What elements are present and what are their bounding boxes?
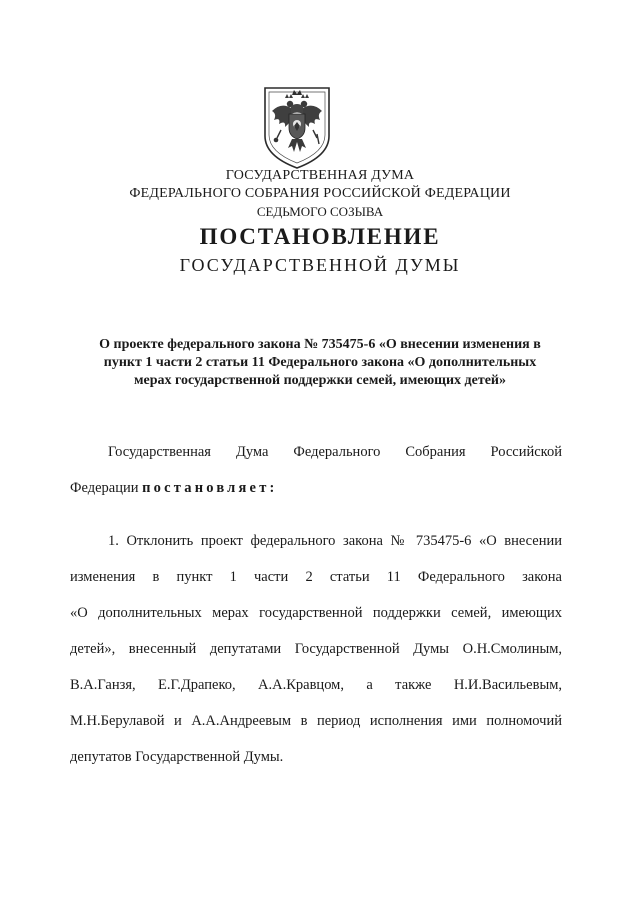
preamble-line-2 [70,479,562,497]
clause-1-line: депутатов Государственной Думы. [70,749,284,765]
preamble-line-1: Государственная Дума Федерального Собрания Российской [108,444,562,460]
subject-line: О проекте федерального закона № 735475-6 «О внесении изменения в [99,337,541,352]
preamble-text: Федерации [70,480,143,496]
clause-1-line: 1. Отклонить проект федерального закона № 735475-6 «О внесении [108,533,562,549]
subject-line: пункт 1 части 2 статьи 11 Федерального закона «О дополнительных [103,355,537,370]
coat-of-arms-icon [261,84,333,170]
convocation: СЕДЬМОГО СОЗЫВА [256,204,384,219]
document-subject [74,336,566,390]
clause-1-line: детей», внесенный депутатами Государственной Думы О.Н.Смолиным, [70,641,562,657]
document-type-title: ПОСТАНОВЛЕНИЕ [199,224,441,249]
document-issuer: ГОСУДАРСТВЕННОЙ ДУМЫ [179,255,461,275]
resolution-verb: постановляет: [142,480,278,496]
organization-name-line-2: ФЕДЕРАЛЬНОГО СОБРАНИЯ РОССИЙСКОЙ ФЕДЕРАЦИИ [129,186,511,201]
clause-1-line: изменения в пункт 1 части 2 статьи 11 Федерального закона [70,569,562,585]
clause-1-line: В.А.Ганзя, Е.Г.Драпеко, А.А.Кравцом, а также Н.И.Васильевым, [70,677,562,693]
subject-line: мерах государственной поддержки семей, имеющих детей» [133,373,506,388]
clause-1-line: «О дополнительных мерах государственной поддержки семей, имеющих [70,605,562,621]
organization-name-line-1: ГОСУДАРСТВЕННАЯ ДУМА [225,168,415,183]
clause-1-line: М.Н.Берулавой и А.А.Андреевым в период исполнения ими полномочий [70,713,562,729]
